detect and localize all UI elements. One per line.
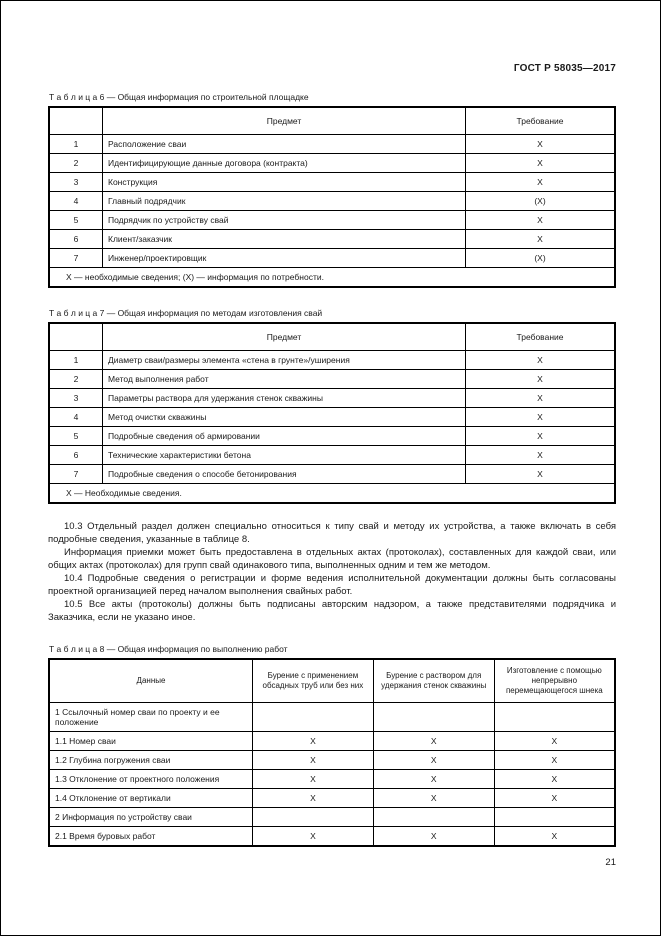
- table-row: [49, 389, 615, 408]
- row-requirement: X: [466, 370, 616, 389]
- row-mark-2: [373, 703, 494, 732]
- row-mark-1: X: [253, 770, 374, 789]
- table-row: [49, 789, 615, 808]
- row-num: 7: [49, 249, 103, 268]
- page-number: 21: [605, 857, 616, 868]
- row-mark-1: X: [253, 751, 374, 770]
- table-row: [49, 351, 615, 370]
- row-num: 1: [49, 135, 103, 154]
- row-mark-1: [253, 703, 374, 732]
- row-subject: Технические характеристики бетона: [103, 446, 466, 465]
- row-requirement: X: [466, 389, 616, 408]
- table-row: [49, 249, 615, 268]
- row-requirement: X: [466, 230, 616, 249]
- row-mark-1: X: [253, 827, 374, 847]
- table8-col-header-method3: Изготовление с помощью непрерывно перемещающегося шнека: [494, 659, 615, 703]
- row-subject: Расположение сваи: [103, 135, 466, 154]
- table8-caption: Т а б л и ц а 8 — Общая информация по выполнению работ: [49, 644, 288, 654]
- row-requirement: X: [466, 173, 616, 192]
- table6-footnote: X — необходимые сведения; (X) — информация по потребности.: [49, 268, 615, 288]
- row-label: 1.2 Глубина погружения сваи: [49, 751, 253, 770]
- table6-col-header-requirement: Требование: [466, 107, 616, 135]
- row-requirement: (X): [466, 249, 616, 268]
- row-mark-1: [253, 808, 374, 827]
- row-requirement: X: [466, 351, 616, 370]
- table8-header-row: [49, 659, 615, 703]
- table7-header-row: [49, 323, 615, 351]
- row-label: 1.3 Отклонение от проектного положения: [49, 770, 253, 789]
- row-subject: Подробные сведения об армировании: [103, 427, 466, 446]
- table7-col-header-num: [49, 323, 103, 351]
- table7-col-header-requirement: Требование: [466, 323, 616, 351]
- row-num: 2: [49, 154, 103, 173]
- table6-footnote-row: [49, 268, 615, 288]
- doc-header: ГОСТ Р 58035—2017: [513, 63, 616, 74]
- row-mark-2: X: [373, 732, 494, 751]
- row-num: 6: [49, 446, 103, 465]
- row-mark-3: X: [494, 789, 615, 808]
- row-num: 7: [49, 465, 103, 484]
- table-row: [49, 732, 615, 751]
- row-num: 2: [49, 370, 103, 389]
- row-subject: Метод выполнения работ: [103, 370, 466, 389]
- row-mark-2: X: [373, 751, 494, 770]
- row-label: 1.1 Номер сваи: [49, 732, 253, 751]
- row-requirement: X: [466, 408, 616, 427]
- table-row: [49, 370, 615, 389]
- row-subject: Клиент/заказчик: [103, 230, 466, 249]
- row-label: 1.4 Отклонение от вертикали: [49, 789, 253, 808]
- paragraph-10-5: 10.5 Все акты (протоколы) должны быть подписаны авторским надзором, а также представителями подрядчика и Заказчика, если не указано иное.: [48, 599, 616, 623]
- row-num: 3: [49, 173, 103, 192]
- row-num: 6: [49, 230, 103, 249]
- table-row: [49, 808, 615, 827]
- row-num: 5: [49, 211, 103, 230]
- paragraph-10-3: 10.3 Отдельный раздел должен специально относиться к типу свай и методу их устройства, а также включать в себя подробные сведения, указанные в таблице 8.: [48, 521, 616, 545]
- row-mark-1: X: [253, 789, 374, 808]
- table-row: [49, 427, 615, 446]
- body-text: [48, 520, 616, 624]
- table8-col-header-data: Данные: [49, 659, 253, 703]
- row-subject: Идентифицирующие данные договора (контракта): [103, 154, 466, 173]
- table-row: [49, 703, 615, 732]
- table-row: [49, 408, 615, 427]
- table6-col-header-num: [49, 107, 103, 135]
- row-mark-3: [494, 703, 615, 732]
- row-requirement: X: [466, 211, 616, 230]
- table-row: [49, 154, 615, 173]
- table-row: [49, 827, 615, 847]
- table-row: [49, 446, 615, 465]
- row-num: 3: [49, 389, 103, 408]
- row-mark-3: X: [494, 732, 615, 751]
- table-row: [49, 192, 615, 211]
- row-mark-3: X: [494, 770, 615, 789]
- table7-caption: Т а б л и ц а 7 — Общая информация по методам изготовления свай: [49, 308, 323, 318]
- row-subject: Конструкция: [103, 173, 466, 192]
- table8-col-header-method2: Бурение с раствором для удержания стенок скважины: [373, 659, 494, 703]
- page-content: [48, 63, 616, 868]
- row-requirement: X: [466, 427, 616, 446]
- table7-footnote-row: [49, 484, 615, 504]
- table8: [48, 658, 616, 847]
- row-requirement: (X): [466, 192, 616, 211]
- row-mark-3: [494, 808, 615, 827]
- row-mark-3: X: [494, 827, 615, 847]
- table6: [48, 106, 616, 288]
- table-row: [49, 135, 615, 154]
- row-mark-1: X: [253, 732, 374, 751]
- table7-footnote: X — Необходимые сведения.: [49, 484, 615, 504]
- table-row: [49, 770, 615, 789]
- row-mark-2: X: [373, 770, 494, 789]
- table7: [48, 322, 616, 504]
- table6-col-header-subject: Предмет: [103, 107, 466, 135]
- row-subject: Главный подрядчик: [103, 192, 466, 211]
- table-row: [49, 465, 615, 484]
- row-subject: Подробные сведения о способе бетонирования: [103, 465, 466, 484]
- row-num: 5: [49, 427, 103, 446]
- row-subject: Параметры раствора для удержания стенок скважины: [103, 389, 466, 408]
- paragraph-10-4: 10.4 Подробные сведения о регистрации и форме ведения исполнительной документации должны быть согласованы проектной организацией перед началом выполнения свайных работ.: [48, 573, 616, 597]
- row-label: 2 Информация по устройству сваи: [49, 808, 253, 827]
- row-requirement: X: [466, 135, 616, 154]
- row-subject: Диаметр сваи/размеры элемента «стена в грунте»/уширения: [103, 351, 466, 370]
- row-mark-2: X: [373, 827, 494, 847]
- row-num: 4: [49, 408, 103, 427]
- row-requirement: X: [466, 465, 616, 484]
- row-requirement: X: [466, 446, 616, 465]
- row-label: 2.1 Время буровых работ: [49, 827, 253, 847]
- row-mark-2: [373, 808, 494, 827]
- row-mark-2: X: [373, 789, 494, 808]
- table-row: [49, 230, 615, 249]
- table-row: [49, 211, 615, 230]
- table6-header-row: [49, 107, 615, 135]
- table-row: [49, 751, 615, 770]
- table-row: [49, 173, 615, 192]
- row-num: 1: [49, 351, 103, 370]
- row-label: 1 Ссылочный номер сваи по проекту и ее положение: [49, 703, 253, 732]
- table7-col-header-subject: Предмет: [103, 323, 466, 351]
- table6-caption: Т а б л и ц а 6 — Общая информация по строительной площадке: [49, 92, 309, 102]
- row-mark-3: X: [494, 751, 615, 770]
- row-subject: Метод очистки скважины: [103, 408, 466, 427]
- row-subject: Подрядчик по устройству свай: [103, 211, 466, 230]
- row-subject: Инженер/проектировщик: [103, 249, 466, 268]
- table8-col-header-method1: Бурение с применением обсадных труб или без них: [253, 659, 374, 703]
- row-requirement: X: [466, 154, 616, 173]
- paragraph-acceptance-info: Информация приемки может быть предоставлена в отдельных актах (протоколах), составленных для каждой сваи, или общих актах (протоколах) для групп свай одинакового типа, выполненных одним и тем же методом.: [48, 547, 616, 571]
- row-num: 4: [49, 192, 103, 211]
